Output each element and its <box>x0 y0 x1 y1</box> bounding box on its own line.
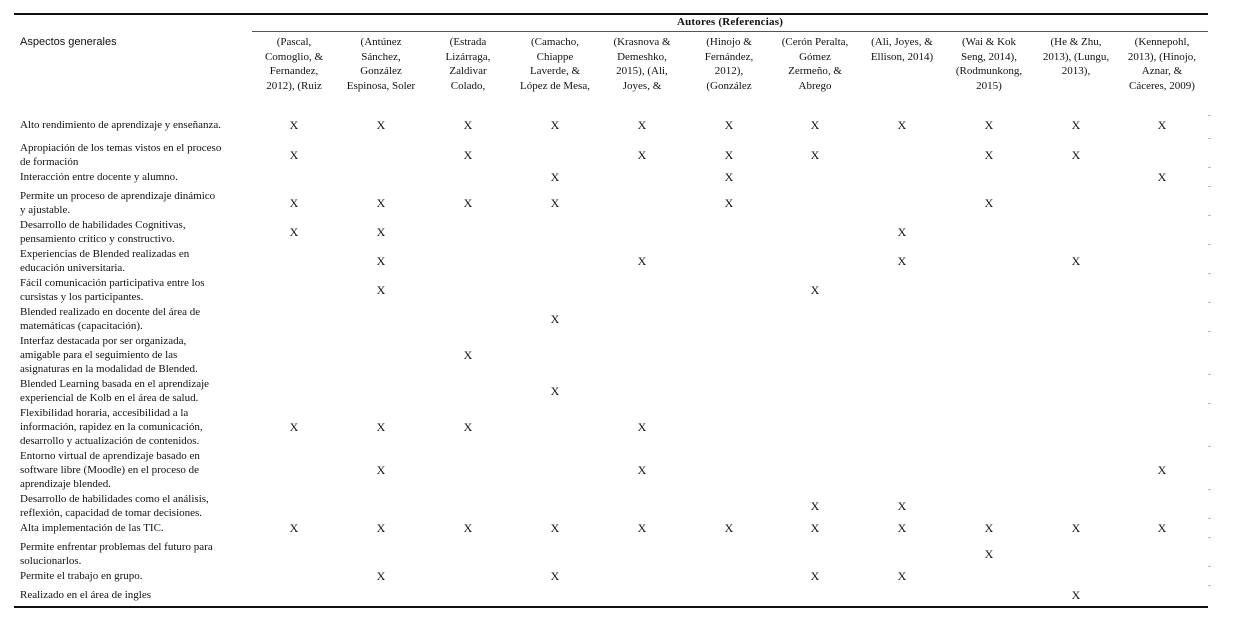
table-row <box>14 305 1208 333</box>
column-header-line: (Antúnez <box>360 36 402 48</box>
column-header-line: Demeshko, <box>617 50 667 63</box>
row-label-line: Blended realizado en docente del área de <box>20 306 201 318</box>
row-label-line: Experiencias de Blended realizadas en <box>20 248 190 260</box>
row-label-line: solucionarlos. <box>20 555 82 567</box>
column-header-line: 2015) <box>976 79 1002 92</box>
x-mark: X <box>463 348 473 362</box>
x-mark: X <box>1157 521 1167 535</box>
column-header <box>772 35 858 93</box>
table-row <box>14 276 1208 304</box>
column-header <box>1033 35 1119 93</box>
margin-dash <box>1208 566 1211 567</box>
x-mark: X <box>463 521 473 535</box>
x-mark: X <box>550 118 560 132</box>
row-label-line: Entorno virtual de aprendizaje basado en <box>20 450 200 462</box>
row-label <box>20 305 256 333</box>
x-mark: X <box>637 521 647 535</box>
x-mark: X <box>376 118 386 132</box>
x-mark: X <box>810 283 820 297</box>
row-label-line: aprendizaje blended. <box>20 478 112 490</box>
margin-dash <box>1208 186 1211 187</box>
margin-dash <box>1208 403 1211 404</box>
column-header-line: Colado, <box>450 79 486 92</box>
row-label-line: Interacción entre docente y alumno. <box>20 171 178 183</box>
column-header-line: 2012), (Ruiz <box>266 79 322 92</box>
column-header-line: Abrego <box>798 79 832 92</box>
x-mark: X <box>550 170 560 184</box>
x-mark: X <box>376 225 386 239</box>
column-header-line: Laverde, & <box>529 65 581 77</box>
x-mark: X <box>289 118 299 132</box>
row-label <box>20 170 256 184</box>
table-row <box>14 449 1208 491</box>
column-header-line: Comoglio, & <box>264 50 324 63</box>
row-label <box>20 276 256 304</box>
row-label-line: educación universitaria. <box>20 262 126 274</box>
x-mark: X <box>1071 254 1081 268</box>
row-label-line: reflexión, capacidad de tomar decisiones. <box>20 507 203 519</box>
margin-dash <box>1208 138 1211 139</box>
x-mark: X <box>637 148 647 162</box>
margin-dash <box>1208 331 1211 332</box>
x-mark: X <box>376 463 386 477</box>
margin-dash <box>1208 273 1211 274</box>
x-mark: X <box>1157 118 1167 132</box>
row-label <box>20 492 256 520</box>
row-label <box>20 569 256 583</box>
x-mark: X <box>1071 118 1081 132</box>
table-row <box>14 377 1208 405</box>
column-header-line: 2013), (Hinojo, <box>1127 50 1197 63</box>
x-mark: X <box>984 547 994 561</box>
row-label-line: de formación <box>20 156 79 168</box>
x-mark: X <box>724 118 734 132</box>
row-label-line: Fácil comunicación participativa entre los <box>20 277 205 289</box>
column-header-line: (Ali, Joyes, & <box>871 36 933 48</box>
x-mark: X <box>1157 170 1167 184</box>
table-bottom-rule <box>14 606 1208 608</box>
column-header-line: 2012), <box>714 65 744 77</box>
x-mark: X <box>724 170 734 184</box>
x-mark: X <box>637 463 647 477</box>
margin-dash <box>1208 537 1211 538</box>
row-label <box>20 118 256 132</box>
table-row <box>14 521 1208 535</box>
margin-dash <box>1208 115 1211 116</box>
column-header-line: (Krasnova & <box>613 36 671 48</box>
column-header-line: Lizárraga, <box>445 50 491 63</box>
row-label <box>20 141 256 169</box>
x-mark: X <box>897 521 907 535</box>
x-mark: X <box>550 384 560 398</box>
x-mark: X <box>550 521 560 535</box>
row-label-line: Flexibilidad horaria, accesibilidad a la <box>20 407 189 419</box>
x-mark: X <box>637 118 647 132</box>
row-label-line: información, rapidez en la comunicación, <box>20 421 203 433</box>
table-row <box>14 406 1208 448</box>
column-header-line: Chiappe <box>536 50 574 63</box>
margin-dash <box>1208 489 1211 490</box>
column-header-line: (Pascal, <box>276 36 312 48</box>
table-row <box>14 569 1208 583</box>
row-label <box>20 247 256 275</box>
x-mark: X <box>376 521 386 535</box>
column-header-line: Fernández, <box>704 50 754 63</box>
table-row <box>14 141 1208 169</box>
column-header-line: (Cerón Peralta, <box>781 36 849 48</box>
x-mark: X <box>897 569 907 583</box>
column-header <box>425 35 511 93</box>
x-mark: X <box>1157 463 1167 477</box>
row-label-line: y ajustable. <box>20 204 71 216</box>
margin-dash <box>1208 585 1211 586</box>
margin-dash <box>1208 374 1211 375</box>
table-top-rule <box>14 13 1208 15</box>
row-label-line: experiencial de Kolb en el área de salud. <box>20 392 199 404</box>
table-row <box>14 118 1208 132</box>
row-label-line: Interfaz destacada por ser organizada, <box>20 335 187 347</box>
x-mark: X <box>637 254 647 268</box>
table-row <box>14 170 1208 184</box>
row-label-line: desarrollo y actualización de contenidos. <box>20 435 200 447</box>
column-header-line: Sánchez, <box>361 50 401 63</box>
table-row <box>14 247 1208 275</box>
row-label <box>20 189 256 217</box>
table-row <box>14 492 1208 520</box>
x-mark: X <box>1071 148 1081 162</box>
x-mark: X <box>376 569 386 583</box>
table-row <box>14 189 1208 217</box>
row-label-line: Permite un proceso de aprendizaje dinámico <box>20 190 216 202</box>
x-mark: X <box>289 196 299 210</box>
x-mark: X <box>897 225 907 239</box>
x-mark: X <box>463 196 473 210</box>
column-header-line: Cáceres, 2009) <box>1129 79 1195 92</box>
table-row <box>14 334 1208 376</box>
x-mark: X <box>984 148 994 162</box>
x-mark: X <box>463 148 473 162</box>
row-label <box>20 377 256 405</box>
row-label-line: cursistas y los participantes. <box>20 291 144 303</box>
row-label-line: Apropiación de los temas vistos en el proceso <box>20 142 222 154</box>
x-mark: X <box>810 499 820 513</box>
column-header-line: Fernandez, <box>269 65 319 77</box>
x-mark: X <box>724 521 734 535</box>
column-header-line: Joyes, & <box>622 79 662 92</box>
column-header <box>859 35 945 93</box>
x-mark: X <box>810 148 820 162</box>
row-label-line: amigable para el seguimiento de las <box>20 349 178 361</box>
x-mark: X <box>1071 521 1081 535</box>
x-mark: X <box>376 283 386 297</box>
margin-dash <box>1208 215 1211 216</box>
x-mark: X <box>550 196 560 210</box>
margin-dash <box>1208 518 1211 519</box>
row-label <box>20 334 256 376</box>
row-label-line: asignaturas en la modalidad de Blended. <box>20 363 198 375</box>
column-header-line: (Rodmunkong, <box>955 65 1023 77</box>
column-header-line: López de Mesa, <box>520 79 590 92</box>
x-mark: X <box>984 196 994 210</box>
x-mark: X <box>897 118 907 132</box>
x-mark: X <box>376 254 386 268</box>
row-label <box>20 540 256 568</box>
x-mark: X <box>289 521 299 535</box>
x-mark: X <box>463 420 473 434</box>
column-header-line: 2013), (Lungu, <box>1042 50 1110 63</box>
column-header-line: (Hinojo & <box>706 36 752 48</box>
column-header-line: (He & Zhu, <box>1050 36 1102 48</box>
authors-underline <box>252 31 1208 32</box>
x-mark: X <box>810 118 820 132</box>
column-header-line: Gómez <box>799 50 831 63</box>
x-mark: X <box>376 196 386 210</box>
row-label-line: pensamiento crítico y constructivo. <box>20 233 175 245</box>
x-mark: X <box>724 148 734 162</box>
x-mark: X <box>810 569 820 583</box>
column-header <box>512 35 598 93</box>
column-header-line: Aznar, & <box>1141 65 1183 77</box>
column-header-line: Espinosa, Soler <box>346 79 416 92</box>
row-label <box>20 406 256 448</box>
row-label-line: Blended Learning basada en el aprendizaje <box>20 378 210 390</box>
column-header-line: Zermeño, & <box>788 65 842 77</box>
column-header-line: Seng, 2014), <box>961 50 1017 63</box>
x-mark: X <box>550 569 560 583</box>
column-header-line: (Kennepohl, <box>1134 36 1190 48</box>
row-label-line: matemáticas (capacitación). <box>20 320 143 332</box>
column-header-line: (Camacho, <box>531 36 579 48</box>
x-mark: X <box>289 225 299 239</box>
x-mark: X <box>724 196 734 210</box>
margin-dash <box>1208 167 1211 168</box>
table-row <box>14 218 1208 246</box>
column-header-line: González <box>360 65 402 77</box>
row-label-line: Desarrollo de habilidades como el análisis, <box>20 493 209 505</box>
x-mark: X <box>289 148 299 162</box>
table-supertitle: Autores (Referencias) <box>676 16 784 28</box>
column-header-line: 2015), (Ali, <box>616 65 668 77</box>
column-header-line: (González <box>706 79 752 92</box>
row-header-label: Aspectos generales <box>20 36 117 48</box>
row-label <box>20 218 256 246</box>
table-row <box>14 540 1208 568</box>
margin-dash <box>1208 446 1211 447</box>
table-row <box>14 588 1208 602</box>
x-mark: X <box>984 118 994 132</box>
column-header-line: (Wai & Kok <box>961 36 1017 48</box>
row-label-line: Realizado en el área de ingles <box>20 589 152 601</box>
column-header <box>946 35 1032 93</box>
x-mark: X <box>984 521 994 535</box>
column-header-line: Zaldivar <box>449 65 487 77</box>
x-mark: X <box>897 254 907 268</box>
row-label-line: software libre (Moodle) en el proceso de <box>20 464 199 476</box>
row-label <box>20 521 256 535</box>
margin-dash <box>1208 302 1211 303</box>
row-label-line: Permite el trabajo en grupo. <box>20 570 143 582</box>
x-mark: X <box>550 312 560 326</box>
column-header <box>251 35 337 93</box>
row-label <box>20 449 256 491</box>
column-header <box>1119 35 1205 93</box>
column-header-line: (Estrada <box>449 36 487 48</box>
margin-dash <box>1208 244 1211 245</box>
column-header-line: Ellison, 2014) <box>870 50 934 63</box>
row-label <box>20 588 256 602</box>
x-mark: X <box>376 420 386 434</box>
row-label-line: Permite enfrentar problemas del futuro para <box>20 541 213 553</box>
column-header <box>338 35 424 93</box>
x-mark: X <box>897 499 907 513</box>
x-mark: X <box>810 521 820 535</box>
x-mark: X <box>289 420 299 434</box>
x-mark: X <box>637 420 647 434</box>
column-header <box>686 35 772 93</box>
row-label-line: Alto rendimiento de aprendizaje y enseñanza. <box>20 119 221 131</box>
x-mark: X <box>463 118 473 132</box>
x-mark: X <box>1071 588 1081 602</box>
row-label-line: Alta implementación de las TIC. <box>20 522 164 534</box>
row-label-line: Desarrollo de habilidades Cognitivas, <box>20 219 186 231</box>
column-header <box>599 35 685 93</box>
column-header-line: 2013), <box>1061 65 1091 77</box>
